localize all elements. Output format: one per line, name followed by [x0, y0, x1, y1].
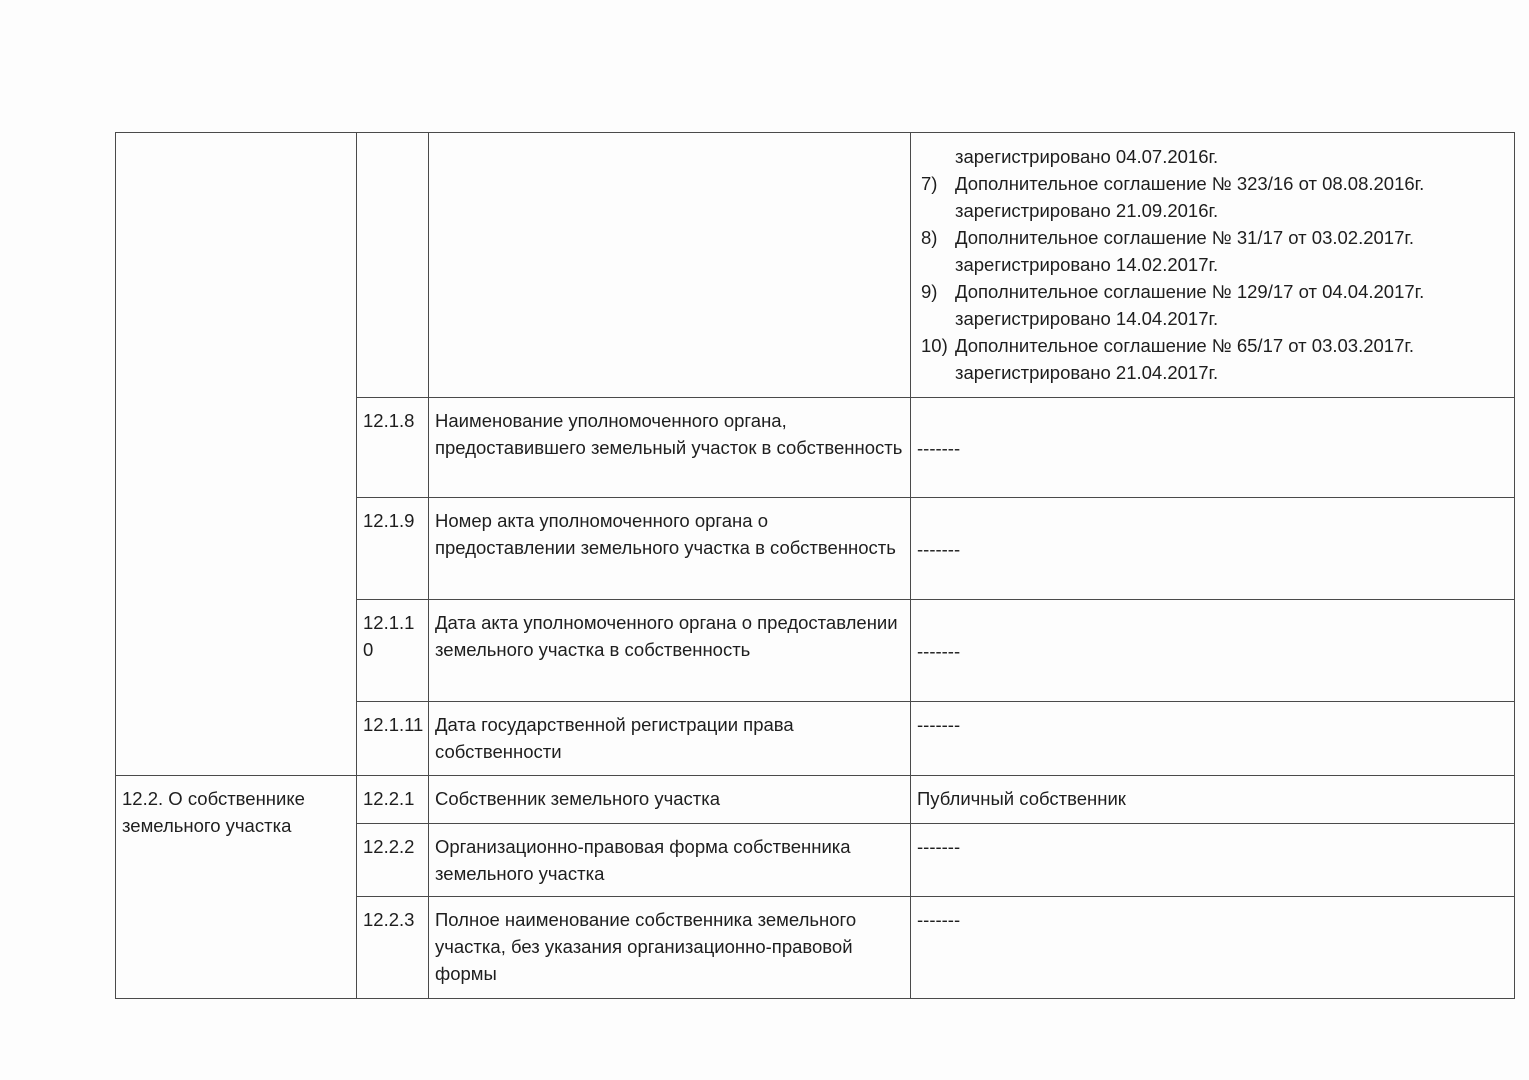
code-cell-text: 12.1.8	[363, 410, 415, 431]
value-cell-text: Публичный собственник	[917, 788, 1126, 809]
section-12-1-cell	[115, 132, 357, 776]
name-cell-text: Полное наименование собственника земельного участка, без указания организационно-правовой формы	[435, 909, 857, 984]
value-cell-text: -------	[917, 909, 961, 930]
name-cell	[428, 896, 911, 999]
list-item: 9) Дополнительное соглашение № 129/17 от 04.04.2017г. зарегистрировано 14.04.2017г.	[921, 281, 1425, 329]
name-cell-text: Дата государственной регистрации права собственности	[435, 714, 794, 762]
code-cell-text: 12.2.1	[363, 788, 415, 809]
list-carry-over: зарегистрировано 04.07.2016г.	[955, 146, 1219, 167]
code-cell-text: 12.2.2	[363, 836, 415, 857]
code-cell-empty	[356, 132, 429, 398]
value-cell	[910, 599, 1515, 702]
value-cell	[910, 701, 1515, 776]
name-cell	[428, 599, 911, 702]
code-cell-text: 12.2.3	[363, 909, 415, 930]
value-cell-text: -------	[917, 836, 961, 857]
name-cell	[428, 497, 911, 600]
value-cell-text: -------	[917, 640, 961, 661]
code-cell-text: 12.1.10	[363, 612, 415, 660]
code-cell	[356, 599, 429, 702]
value-cell	[910, 397, 1515, 498]
value-cell	[910, 896, 1515, 999]
value-cell	[910, 823, 1515, 897]
value-cell-text: -------	[917, 437, 961, 458]
name-cell	[428, 823, 911, 897]
name-cell-text: Собственник земельного участка	[435, 788, 721, 809]
name-cell-text: Номер акта уполномоченного органа о предоставлении земельного участка в собственность	[435, 510, 896, 558]
section-12-2-cell	[115, 775, 357, 999]
name-cell	[428, 775, 911, 824]
code-cell	[356, 701, 429, 776]
name-cell-text: Наименование уполномоченного органа, предоставившего земельный участок в собственность	[435, 410, 903, 458]
value-cell-text: -------	[917, 538, 961, 559]
agreements-list-cell	[910, 132, 1515, 398]
value-cell	[910, 497, 1515, 600]
list-item: 10) Дополнительное соглашение № 65/17 от 03.03.2017г. зарегистрировано 21.04.2017г.	[921, 335, 1414, 383]
code-cell-text: 12.1.9	[363, 510, 415, 531]
section-12-2-label: 12.2. О собственнике земельного участка	[122, 788, 305, 836]
value-cell-text: -------	[917, 714, 961, 735]
name-cell	[428, 397, 911, 498]
list-item: 8) Дополнительное соглашение № 31/17 от 03.02.2017г. зарегистрировано 14.02.2017г.	[921, 227, 1414, 275]
name-cell-empty	[428, 132, 911, 398]
code-cell	[356, 775, 429, 824]
code-cell	[356, 397, 429, 498]
name-cell-text: Дата акта уполномоченного органа о предоставлении земельного участка в собственность	[435, 612, 898, 660]
name-cell	[428, 701, 911, 776]
code-cell	[356, 896, 429, 999]
code-cell	[356, 823, 429, 897]
list-item: 7) Дополнительное соглашение № 323/16 от 08.08.2016г. зарегистрировано 21.09.2016г.	[921, 173, 1425, 221]
code-cell-text: 12.1.11	[363, 714, 424, 735]
code-cell	[356, 497, 429, 600]
name-cell-text: Организационно-правовая форма собственника земельного участка	[435, 836, 851, 884]
value-cell	[910, 775, 1515, 824]
